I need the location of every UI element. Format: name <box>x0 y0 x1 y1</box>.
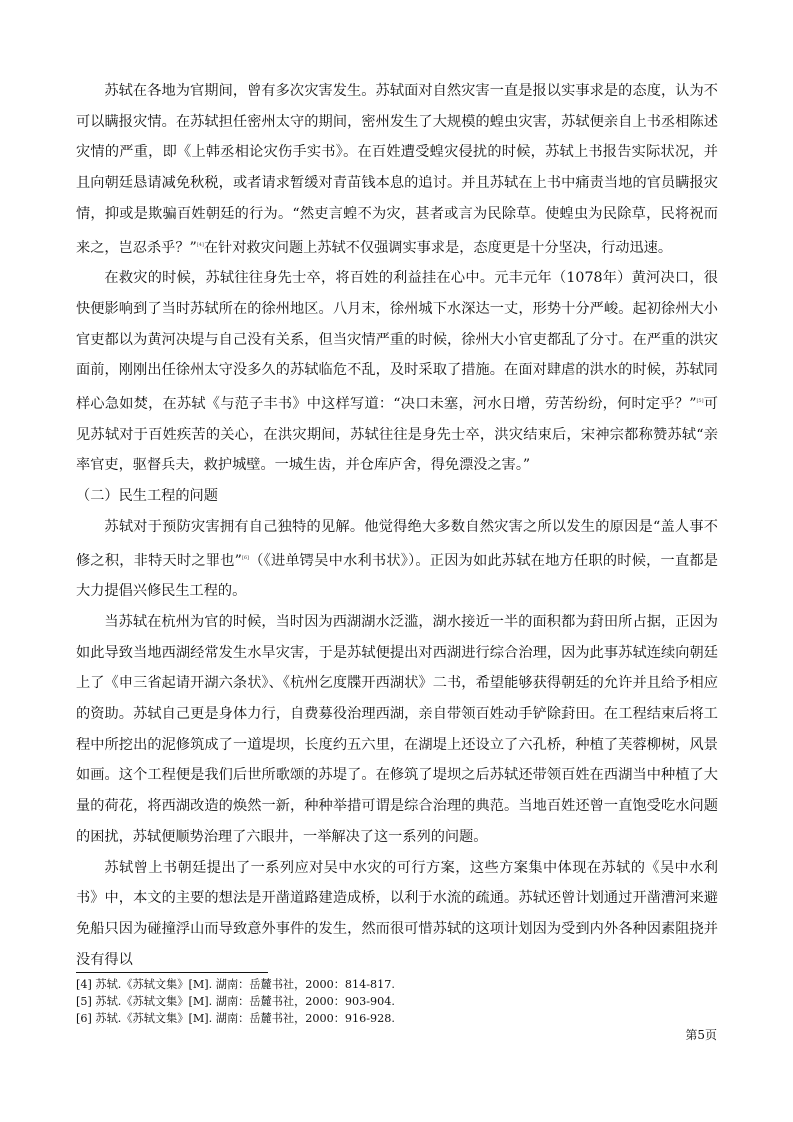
paragraph-text: 在救灾的时候，苏轼往往身先士卒，将百姓的利益挂在心中。元丰元年（1078年）黄河决口，很快便影响到了当时苏轼所在的徐州地区。八月末，徐州城下水深达一丈，形势十分严峻。起初徐州大小官吏都以为黄河决堤与自己没有关系，但当灾情严重的时候，徐州大小官吏都乱了分寸。在严重的洪灾面前，刚刚出任徐州太守没多久的苏轼临危不乱，及时采取了措施。在面对肆虐的洪水的时候，苏轼同样心急如焚，在苏轼《与范子丰书》中这样写道：“决口未塞，河水日增，劳苦纷纷，何时定乎？” <box>76 270 718 413</box>
page-number: 第5页 <box>685 1028 717 1042</box>
paragraph-disaster-reporting <box>76 76 718 263</box>
section-heading: （二）民生工程的问题 <box>76 488 218 505</box>
paragraph-west-lake: 当苏轼在杭州为官的时候，当时因为西湖湖水泛滥，湖水接近一半的面积都为葑田所占据，正因为如此导致当地西湖经常发生水旱灾害，于是苏轼便提出对西湖进行综合治理，因为此事苏轼连续向朝廷上了《申三省起请开湖六条状》、《杭州乞度牒开西湖状》二书，希望能够获得朝廷的允许并且给予相应的资助。苏轼自己更是身体力行，自费募役治理西湖，亲自带领百姓动手铲除葑田。在工程结束后将工程中所挖出的泥修筑成了一道堤坝，长度约五六里，在湖堤上还设立了六孔桥，种植了芙蓉柳树，风景如画。这个工程便是我们后世所歌颂的苏堤了。在修筑了堤坝之后苏轼还带领百姓在西湖当中种植了大量的荷花，将西湖改造的焕然一新，种种举措可谓是综合治理的典范。当地百姓还曾一直饱受吃水问题的困扰，苏轼便顺势治理了六眼井，一举解决了这一系列的问题。 <box>76 613 718 845</box>
paragraph-flood-relief <box>76 263 718 481</box>
footnote-6: [6] 苏轼.《苏轼文集》[M]. 湖南：岳麓书社，2000：916-928. <box>76 1012 395 1025</box>
paragraph-wuzhong-water: 苏轼曾上书朝廷提出了一系列应对吴中水灾的可行方案，这些方案集中体现在苏轼的《吴中水利书》中，本文的主要的想法是开凿道路建造成桥，以利于水流的疏通。苏轼还曾计划通过开凿漕河来避免船只因为碰撞浮山而导致意外事件的发生，然而很可惜苏轼的这项计划因为受到内外各种因素阻挠并没有得以 <box>76 859 718 968</box>
paragraph-text: 苏轼在各地为官期间，曾有多次灾害发生。苏轼面对自然灾害一直是报以实事求是的态度，认为不可以瞒报灾情。在苏轼担任密州太守的期间，密州发生了大规模的蝗虫灾害，苏轼便亲自上书丞相陈述灾情的严重，即《上韩丞相论灾伤手实书》。在百姓遭受蝗灾侵扰的时候，苏轼上书报告实际状况，并且向朝廷恳请减免秋税，或者请求暂缓对青苗钱本息的追讨。并且苏轼在上书中痛责当地的官员瞒报灾情，抑或是欺骗百姓朝廷的行为。“然吏言蝗不为灾，甚者或言为民除草。使蝗虫为民除草，民将祝而来之，岂忍杀乎？” <box>76 83 718 256</box>
citation-ref-6[interactable]: [6] <box>241 554 249 561</box>
footnote-divider <box>76 972 268 973</box>
paragraph-text: 可见苏轼对于百姓疾苦的关心，在洪灾期间，苏轼往往是身先士卒，洪灾结束后，宋神宗都称赞苏轼“亲率官吏，驱督兵夫，救护城壁。一城生齿，并仓库庐舍，得免漂没之害。” <box>76 396 718 474</box>
footnotes <box>76 976 718 1027</box>
paragraph-text: （《进单锷吴中水利书状》）。正因为如此苏轼在地方任职的时候，一直都是大力提倡兴修民生工程的。 <box>76 552 718 600</box>
citation-ref-5[interactable]: [5] <box>696 398 704 405</box>
paragraph-text: 苏轼对于预防灾害拥有自己独特的见解。他觉得绝大多数自然灾害之所以发生的原因是“盖人事不修之积，非特天时之罪也” <box>76 518 718 569</box>
citation-ref-4[interactable]: [4] <box>196 241 204 248</box>
footnote-4: [4] 苏轼.《苏轼文集》[M]. 湖南：岳麓书社，2000：814-817. <box>76 978 395 991</box>
paragraph-text: 在针对救灾问题上苏轼不仅强调实事求是，态度更是十分坚决，行动迅速。 <box>203 239 673 256</box>
paragraph-prevention <box>76 512 718 607</box>
body-text <box>76 76 718 975</box>
footnote-5: [5] 苏轼.《苏轼文集》[M]. 湖南：岳麓书社，2000：903-904. <box>76 995 395 1008</box>
